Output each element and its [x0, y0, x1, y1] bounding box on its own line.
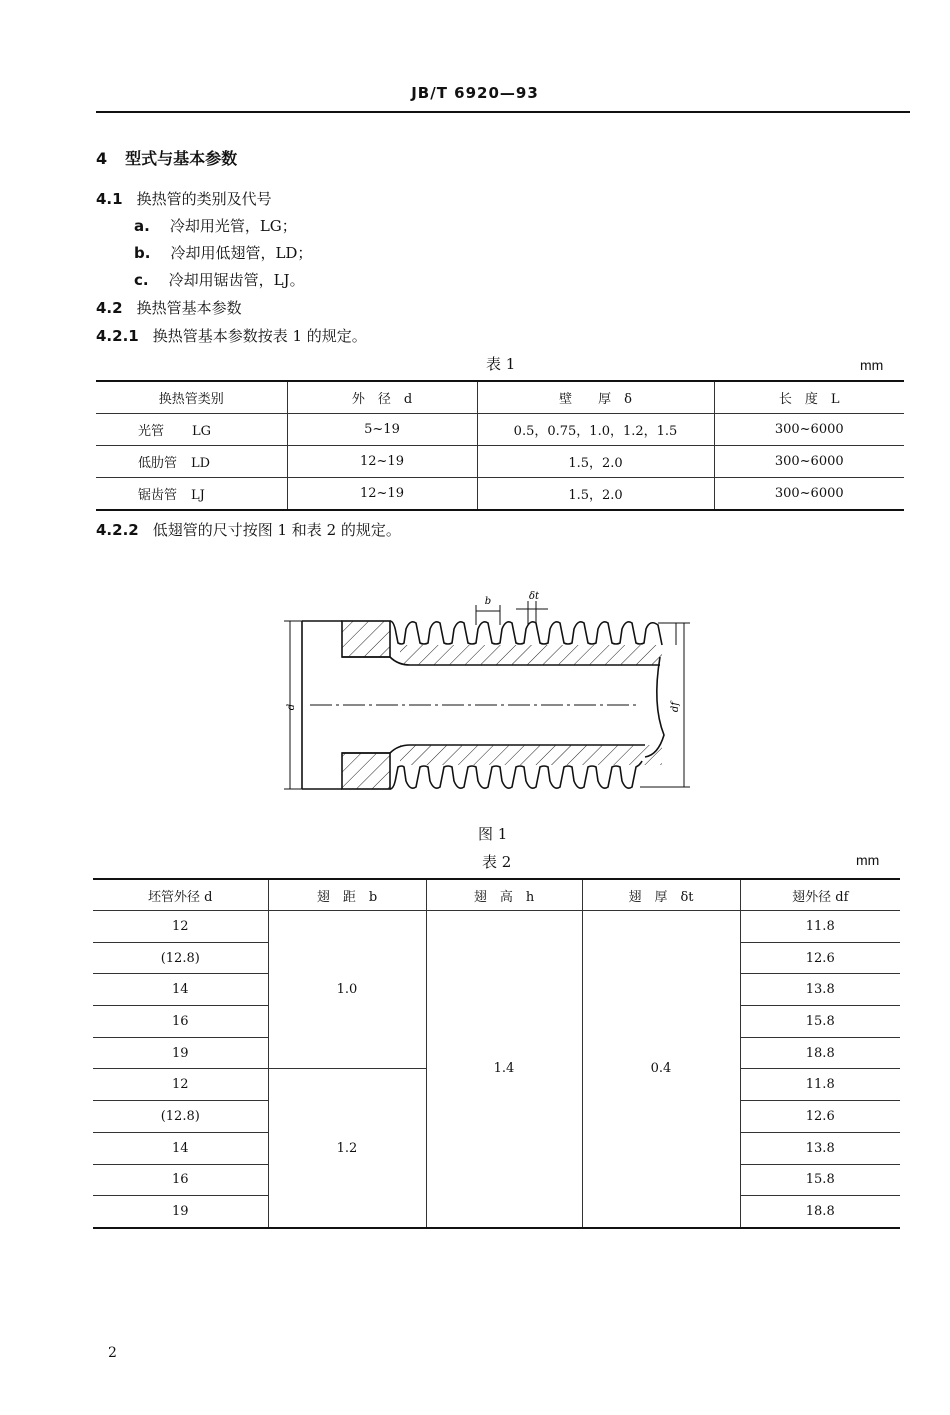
fin-diameter-cell: 15.8 [740, 1164, 900, 1196]
table1-unit: mm [860, 357, 884, 373]
table2-unit: mm [856, 852, 880, 868]
list-item [134, 269, 305, 290]
diameter-cell: 16 [93, 1006, 268, 1038]
length-cell: 300~6000 [714, 414, 904, 446]
fin-diameter-cell: 11.8 [740, 1069, 900, 1101]
page-number: 2 [108, 1345, 117, 1361]
diameter-cell: 12 [93, 1069, 268, 1101]
subsection-number: 4.2 [96, 299, 123, 317]
paragraph-text: 低翅管的尺寸按图 1 和表 2 的规定。 [152, 521, 401, 539]
list-item [134, 215, 297, 236]
type-name: 光管 [138, 424, 165, 439]
fin-diameter-cell: 18.8 [740, 1037, 900, 1069]
section-number: 4 [96, 149, 108, 168]
pitch-cell: 1.2 [268, 1069, 426, 1228]
fin-diameter-cell: 12.6 [740, 942, 900, 974]
table2-caption: 表 2 [482, 853, 512, 871]
type-cell [96, 446, 287, 478]
subsection-number: 4.2.1 [96, 327, 139, 345]
hatch-area [400, 645, 662, 665]
table-header-row [96, 381, 904, 414]
diameter-cell: 19 [93, 1196, 268, 1228]
section-heading [96, 146, 237, 169]
label-pitch: b [484, 596, 492, 607]
subsection-4-1 [96, 188, 272, 209]
diameter-cell: 12~19 [287, 446, 477, 478]
section-title: 型式与基本参数 [125, 149, 238, 168]
subsection-4-2-2 [96, 519, 401, 540]
list-item [134, 242, 312, 263]
subsection-title: 换热管的类别及代号 [136, 190, 272, 208]
col-header: 坯管外径 d [93, 879, 268, 911]
top-fins [390, 621, 662, 645]
hatch-area [342, 621, 390, 657]
diameter-cell: 12~19 [287, 478, 477, 511]
thickness-cell: 0.5，0.75，1.0，1.2，1.5 [477, 414, 714, 446]
table-row [96, 478, 904, 511]
diameter-cell: (12.8) [93, 942, 268, 974]
subsection-4-2-1 [96, 325, 367, 346]
figure1-caption: 图 1 [478, 825, 508, 843]
list-text: 冷却用光管，LG； [169, 217, 297, 235]
pitch-cell: 1.0 [268, 911, 426, 1069]
table-header-row [93, 879, 900, 911]
type-code: LG [192, 424, 212, 439]
fin-diameter-cell: 15.8 [740, 1006, 900, 1038]
break-line [645, 657, 664, 757]
list-text: 冷却用低翅管，LD； [170, 244, 313, 262]
table-row [93, 911, 900, 943]
label-fin-diameter: df [670, 701, 681, 713]
table-row [96, 446, 904, 478]
doc-code: JB/T 6920—93 [411, 84, 539, 102]
table1 [96, 380, 904, 511]
type-cell [96, 478, 287, 511]
fin-diameter-cell: 11.8 [805, 918, 835, 934]
fin-diameter-cell: 12.6 [740, 1101, 900, 1133]
fin-height-cell: 1.4 [426, 911, 582, 1228]
diameter-cell: 14 [93, 1132, 268, 1164]
thickness-cell: 1.5，2.0 [477, 446, 714, 478]
length-cell: 300~6000 [714, 478, 904, 511]
subsection-number: 4.1 [96, 190, 123, 208]
type-name: 低肋管 [138, 456, 178, 471]
subsection-title: 换热管基本参数 [136, 299, 242, 317]
label-diameter: d [286, 703, 297, 711]
subsection-number: 4.2.2 [96, 521, 139, 539]
list-text: 冷却用锯齿管，LJ。 [168, 271, 305, 289]
subsection-4-2 [96, 297, 242, 318]
diameter-cell: 12 [93, 911, 268, 943]
table-row [96, 414, 904, 446]
col-header: 外 径 d [287, 381, 477, 414]
fin-diameter-cell: 18.8 [740, 1196, 900, 1228]
fin-diameter-cell: 13.8 [740, 974, 900, 1006]
diameter-cell: 19 [93, 1037, 268, 1069]
col-header: 翅 高 h [426, 879, 582, 911]
diameter-cell: 16 [93, 1164, 268, 1196]
fin-diameter-cell: 13.8 [740, 1132, 900, 1164]
col-header: 换热管类别 [96, 381, 287, 414]
col-header: 翅 距 b [268, 879, 426, 911]
diameter-cell: (12.8) [93, 1101, 268, 1133]
col-header: 翅外径 df [740, 879, 900, 911]
bottom-fins [390, 761, 642, 789]
type-code: LD [191, 456, 211, 471]
list-mark: a. [134, 217, 150, 235]
figure1-drawing [280, 585, 700, 800]
list-mark: b. [134, 244, 151, 262]
type-cell [96, 414, 287, 446]
col-header: 翅 厚 δt [582, 879, 740, 911]
col-header: 长 度 L [778, 392, 840, 407]
table2 [93, 878, 900, 1229]
header-rule [96, 111, 910, 113]
col-header: 壁 厚 δ [477, 381, 714, 414]
length-cell: 300~6000 [714, 446, 904, 478]
hatch-area [342, 753, 390, 789]
hatch-area [400, 745, 662, 765]
fin-thickness-cell: 0.4 [582, 911, 740, 1228]
type-code: LJ [191, 488, 205, 503]
type-name: 锯齿管 [138, 488, 178, 503]
thickness-cell: 1.5，2.0 [477, 478, 714, 511]
table1-caption: 表 1 [486, 355, 516, 373]
label-fin-thickness: δt [528, 591, 540, 602]
diameter-cell: 14 [93, 974, 268, 1006]
list-mark: c. [134, 271, 149, 289]
paragraph-text: 换热管基本参数按表 1 的规定。 [152, 327, 367, 345]
diameter-cell: 5~19 [287, 414, 477, 446]
